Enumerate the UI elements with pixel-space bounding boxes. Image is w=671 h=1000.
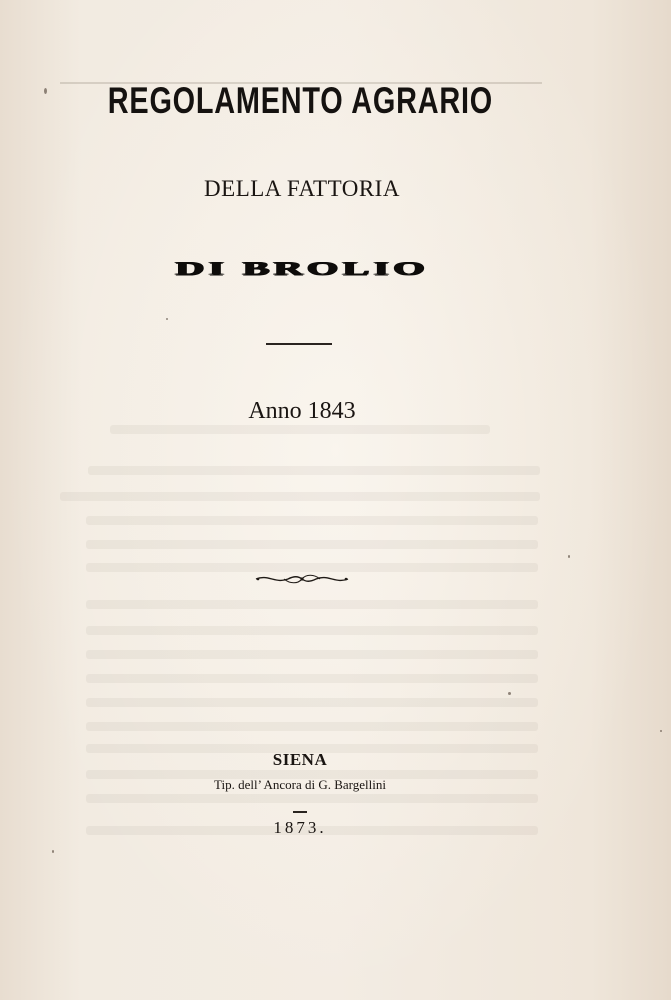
ornament-flourish-icon <box>254 572 350 586</box>
small-divider <box>293 811 307 813</box>
publication-year: 1873. <box>273 818 327 837</box>
printer-line: Tip. dell’ Ancora di G. Bargellini <box>214 777 386 792</box>
divider-rule <box>266 343 332 345</box>
page-title: REGOLAMENTO AGRARIO <box>107 80 493 121</box>
subtitle: DELLA FATTORIA <box>204 176 400 201</box>
year-line: Anno 1843 <box>248 398 356 424</box>
publication-city: SIENA <box>272 750 328 769</box>
estate-name: DI BROLIO <box>175 258 429 280</box>
